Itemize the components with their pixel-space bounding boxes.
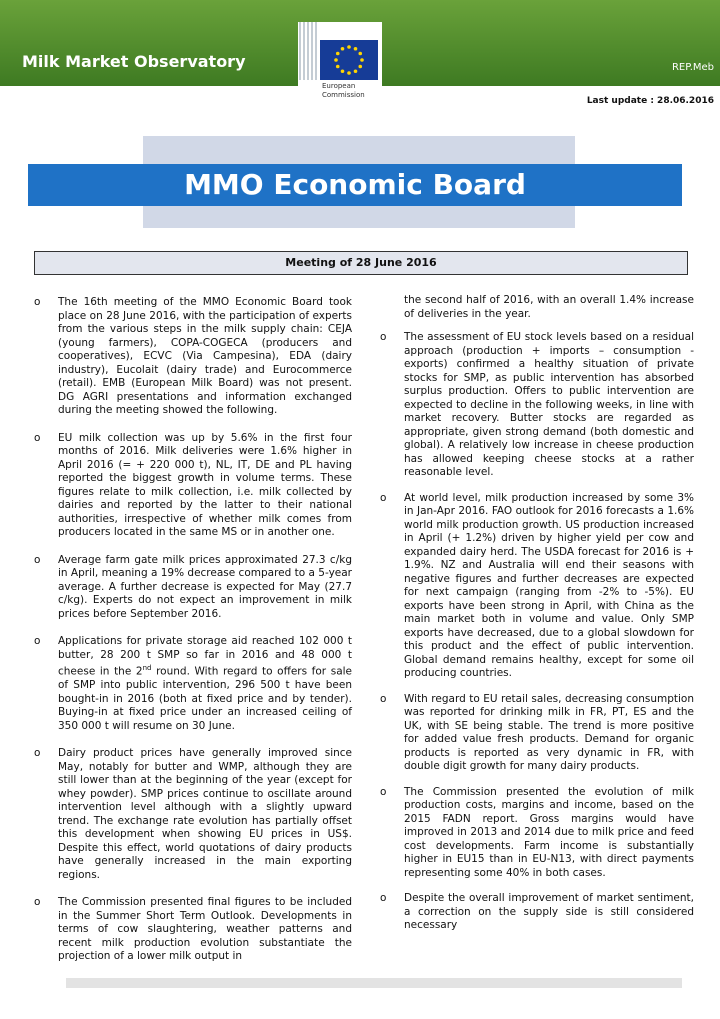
eu-star-icon [347,45,351,49]
bullet-item [34,896,352,964]
bullet-marker: o [34,553,41,566]
bullet-marker: o [34,635,41,647]
bullet-item [380,892,694,933]
bullet-text: The assessment of EU stock levels based on a residual approach (production + imports – consumption - exports) confirmed a healthy situation of private stocks for SMP, as public intervention has absorbed surplus production. Offers to public intervention are expected to decline in the following weeks, in line with market recovery. Butter stocks are regarded as appropriate, given strong demand (both domestic and global). A relatively low increase in cheese production has allowed keeping cheese stocks at a rather reasonable level. [404,331,694,478]
last-update: Last update : 28.06.2016 [586,96,714,106]
eu-star-icon [354,69,358,73]
logo-caption-line-2: Commission [322,91,365,99]
bullet-marker: o [34,431,41,444]
bullet-marker: o [34,896,41,908]
bullet-item [34,296,352,418]
eu-star-icon [360,58,364,62]
bullet-marker: o [380,892,387,904]
european-commission-logo [298,22,382,104]
logo-caption [322,82,365,100]
bullet-marker: o [34,296,41,308]
eu-star-icon [347,71,351,75]
bullet-item [34,635,352,733]
bullet-marker: o [380,491,387,504]
bullet-marker: o [380,785,387,798]
building-icon [298,22,320,80]
bullet-text: EU milk collection was up by 5.6% in the first four months of 2016. Milk deliveries were 1.6% higher in April 2016 (= + 220 000 t), NL, IT, DE and PL having reported the biggest growth in volume terms. These figures relate to milk collection, i.e. milk collected by dairies and reported by the latter to their national authorities, irrespective of whether milk comes from producers located in the same MS or in another one. [58,431,352,538]
bullet-item [380,492,694,681]
bullet-text: The Commission presented final figures to be included in the Summer Short Term Outlook. Developments in terms of cow slaughtering, weather patterns and recent milk production evolution substantiate the projection of a lower milk output in [58,896,352,962]
eu-star-icon [354,47,358,51]
bullet-marker: o [34,747,41,759]
eu-star-icon [334,58,338,62]
bullet-marker: o [380,692,387,705]
eu-star-icon [341,47,345,51]
footer-bar [66,978,682,988]
bullet-text: The Commission presented the evolution of milk production costs, margins and income, based on the 2015 FADN report. Gross margins would have improved in 2013 and 2014 due to milk price and feed cost developments. Farm income is substantially higher in EU15 than in EU-N13, with direct payments representing some 40% in both cases. [404,785,694,879]
bullet-item [380,693,694,774]
eu-star-icon [358,65,362,69]
bullet-item [380,786,694,881]
eu-flag-icon [320,40,378,80]
bullet-item [34,554,352,622]
logo-caption-line-1: European [322,82,356,90]
bullet-marker: o [380,331,387,343]
meeting-heading: Meeting of 28 June 2016 [34,251,688,275]
document-title: MMO Economic Board [28,164,682,206]
left-column [34,296,352,964]
observatory-title: Milk Market Observatory [22,52,246,71]
bullet-text: Applications for private storage aid reached 102 000 t butter, 28 200 t SMP so far in 2016 and 48 000 t cheese in the 2nd round. With regard to offers for sale of SMP into public intervention, 296 500 t have been bought-in in 2016 (both at fixed price and by tender). Buying-in at fixed price under an increased ceiling of 350 000 t will resume on 30 June. [58,635,353,732]
eu-star-icon [336,65,340,69]
right-column [380,294,694,933]
bullet-text: At world level, milk production increased by some 3% in Jan-Apr 2016. FAO outlook for 2016 forecasts a 1.6% world milk production growth. US production increased in April (+ 1.2%) driven by higher yield per cow and expanded dairy herd. The USDA forecast for 2016 is + 1.9%. NZ and Australia will end their seasons with negative figures and further decreases are expected for next campaign (ranging from -2% to -5%). EU exports have been strong in April, with China as the main market both in volume and value. Only SMP exports have decreased, due to a global slowdown for this product and the effect of public intervention. Global demand remains healthy, except for some oil producing countries. [404,491,694,679]
bullet-item [34,432,352,540]
eu-star-icon [358,52,362,56]
bullet-text: Despite the overall improvement of market sentiment, a correction on the supply side is still considered necessary [404,892,694,931]
bullet-text: Average farm gate milk prices approximated 27.3 c/kg in April, meaning a 19% decrease compared to a 5-year average. A further decrease is expected for May (27.7 c/kg). Experts do not expect an improvement in milk prices before September 2016. [58,553,352,620]
eu-star-icon [341,69,345,73]
bullet-item [34,747,352,882]
bullet-item [380,331,694,480]
eu-star-icon [336,52,340,56]
bullet-text: Dairy product prices have generally improved since May, notably for butter and WMP, although they are still lower than at the beginning of the year (except for whey powder). SMP prices continue to oscillate around intervention level although with a slightly upward trend. The exchange rate evolution has partially offset this development when showing EU prices in US$. Despite this effect, world quotations of dairy products have generally increased in the main exporting regions. [58,747,352,881]
right-column-continuation: the second half of 2016, with an overall 1.4% increase of deliveries in the year. [404,294,694,320]
bullet-text: The 16th meeting of the MMO Economic Board took place on 28 June 2016, with the participation of experts from the various steps in the milk supply chain: CEJA (young farmers), COPA-COGECA (producers and cooperatives), ECVC (Via Campesina), EDA (dairy industry), Eucolait (dairy trade) and Eurocommerce (retail). EMB (European Milk Board) was not present. DG AGRI presentations and information exchanged during the meeting showed the following. [58,296,352,416]
bullet-text: With regard to EU retail sales, decreasing consumption was reported for drinking milk in FR, PT, ES and the UK, with SE being stable. The trend is more positive for added value fresh products. Demand for organic products is reported as very dynamic in FR, with double digit growth for many dairy products. [404,692,694,772]
report-reference: REP.Meb [671,62,714,73]
